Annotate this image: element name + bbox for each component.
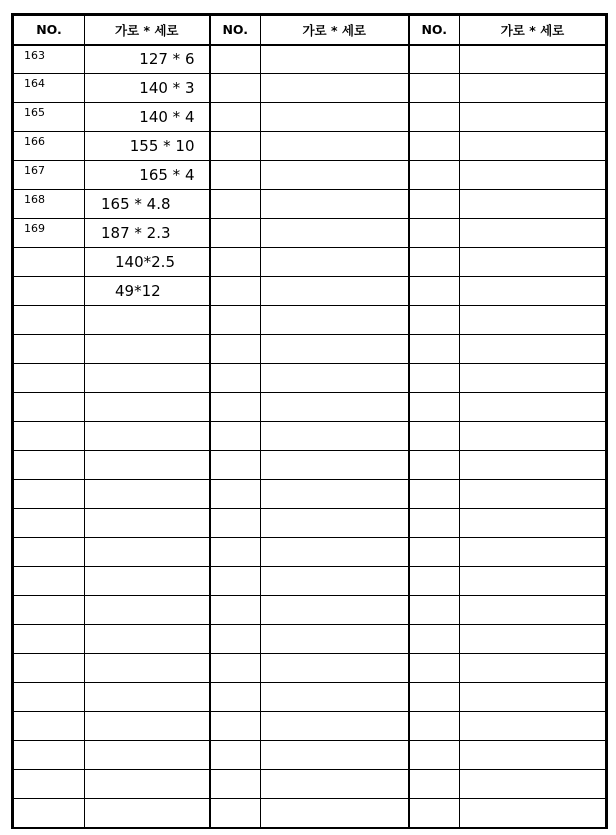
- no-cell: [14, 480, 85, 509]
- dimension-cell: 165 * 4: [85, 161, 210, 190]
- table-row: [14, 625, 606, 654]
- no-cell: [409, 248, 460, 277]
- dimension-cell: [460, 248, 606, 277]
- table-row: [14, 335, 606, 364]
- dimension-cell: 49*12: [85, 277, 210, 306]
- dimension-cell: [460, 306, 606, 335]
- no-cell: [409, 190, 460, 219]
- no-cell: [14, 683, 85, 712]
- no-cell: [210, 161, 261, 190]
- no-cell: 163: [14, 45, 85, 74]
- table-row: [14, 74, 606, 103]
- no-cell: [409, 538, 460, 567]
- table-row: [14, 422, 606, 451]
- no-cell: [409, 364, 460, 393]
- no-cell: [409, 393, 460, 422]
- dimension-cell: [460, 741, 606, 770]
- dimension-cell: [460, 596, 606, 625]
- no-cell: [210, 451, 261, 480]
- no-cell: [210, 538, 261, 567]
- dimension-cell: 187 * 2.3: [85, 219, 210, 248]
- header-no-2: NO.: [210, 16, 261, 45]
- no-cell: [409, 567, 460, 596]
- dimension-cell: [261, 45, 409, 74]
- table-row: [14, 219, 606, 248]
- table-row: [14, 45, 606, 74]
- dimension-cell: [261, 422, 409, 451]
- dimension-cell: [261, 248, 409, 277]
- table-row: [14, 509, 606, 538]
- table-row: [14, 190, 606, 219]
- dimension-cell: [261, 480, 409, 509]
- no-cell: [409, 509, 460, 538]
- no-cell: [409, 480, 460, 509]
- dimension-cell: [460, 654, 606, 683]
- dimension-cell: 127 * 6: [85, 45, 210, 74]
- table-row: [14, 712, 606, 741]
- no-cell: [14, 741, 85, 770]
- no-cell: [14, 509, 85, 538]
- no-cell: [210, 103, 261, 132]
- no-cell: [210, 712, 261, 741]
- no-cell: [210, 219, 261, 248]
- no-cell: [210, 74, 261, 103]
- no-cell: [210, 422, 261, 451]
- no-cell: [409, 712, 460, 741]
- dimension-cell: [261, 625, 409, 654]
- dimension-cell: [85, 654, 210, 683]
- dimension-cell: [261, 364, 409, 393]
- no-cell: [14, 306, 85, 335]
- dimension-cell: [460, 190, 606, 219]
- table-row: [14, 770, 606, 799]
- table-row: [14, 538, 606, 567]
- dimension-cell: [261, 277, 409, 306]
- dimension-cell: [261, 161, 409, 190]
- dimension-cell: [85, 770, 210, 799]
- dimension-cell: [261, 741, 409, 770]
- no-cell: [409, 161, 460, 190]
- dimension-cell: [460, 538, 606, 567]
- dimension-cell: [85, 364, 210, 393]
- dimension-cell: [460, 335, 606, 364]
- dimension-cell: [460, 683, 606, 712]
- table-row: [14, 654, 606, 683]
- dimension-cell: [261, 509, 409, 538]
- dimension-cell: 140 * 3: [85, 74, 210, 103]
- dimension-cell: [460, 799, 606, 828]
- no-cell: [409, 132, 460, 161]
- dimension-cell: [460, 393, 606, 422]
- no-cell: [14, 596, 85, 625]
- no-cell: [409, 683, 460, 712]
- dimension-cell: [85, 683, 210, 712]
- no-cell: [210, 306, 261, 335]
- dimension-cell: [85, 741, 210, 770]
- table-row: [14, 567, 606, 596]
- dimension-cell: [85, 712, 210, 741]
- header-dim-2: 가로 * 세로: [261, 16, 409, 45]
- no-cell: [409, 654, 460, 683]
- dimension-cell: [261, 132, 409, 161]
- dimension-cell: [261, 538, 409, 567]
- dimension-cell: [261, 770, 409, 799]
- dimension-cell: 140*2.5: [85, 248, 210, 277]
- dimension-cell: [85, 509, 210, 538]
- no-cell: [409, 335, 460, 364]
- table-row: [14, 132, 606, 161]
- dimension-cell: [460, 45, 606, 74]
- table-row: [14, 161, 606, 190]
- header-no-1: NO.: [14, 16, 85, 45]
- no-cell: [14, 248, 85, 277]
- dimension-cell: [460, 770, 606, 799]
- no-cell: [14, 277, 85, 306]
- dimension-cell: [261, 190, 409, 219]
- no-cell: 166: [14, 132, 85, 161]
- dimension-cell: [460, 364, 606, 393]
- dimension-cell: [460, 103, 606, 132]
- dimension-cell: [261, 451, 409, 480]
- header-row: [14, 16, 606, 45]
- no-cell: 164: [14, 74, 85, 103]
- dimension-cell: [460, 712, 606, 741]
- table-row: [14, 480, 606, 509]
- no-cell: 167: [14, 161, 85, 190]
- no-cell: [210, 277, 261, 306]
- no-cell: [210, 132, 261, 161]
- no-cell: [409, 741, 460, 770]
- no-cell: [210, 683, 261, 712]
- table-row: [14, 451, 606, 480]
- dimension-cell: [261, 712, 409, 741]
- table-row: [14, 741, 606, 770]
- dimension-cell: [261, 654, 409, 683]
- table-row: [14, 103, 606, 132]
- no-cell: [210, 45, 261, 74]
- no-cell: [210, 335, 261, 364]
- no-cell: [210, 741, 261, 770]
- header-dim-3: 가로 * 세로: [460, 16, 606, 45]
- no-cell: [14, 712, 85, 741]
- dimension-cell: [261, 596, 409, 625]
- dimension-cell: [85, 596, 210, 625]
- dimension-cell: 155 * 10: [85, 132, 210, 161]
- dimension-cell: 165 * 4.8: [85, 190, 210, 219]
- dimension-cell: [85, 451, 210, 480]
- dimension-cell: [85, 480, 210, 509]
- no-cell: [409, 770, 460, 799]
- dimension-cell: [460, 509, 606, 538]
- dimension-cell: [261, 799, 409, 828]
- no-cell: [210, 393, 261, 422]
- table-row: [14, 306, 606, 335]
- no-cell: [409, 596, 460, 625]
- dimension-cell: [85, 538, 210, 567]
- no-cell: [210, 596, 261, 625]
- no-cell: [409, 74, 460, 103]
- dimension-cell: [261, 219, 409, 248]
- dimension-cell: [85, 567, 210, 596]
- no-cell: [409, 625, 460, 654]
- no-cell: [14, 654, 85, 683]
- no-cell: [210, 799, 261, 828]
- table-row: [14, 364, 606, 393]
- dimension-cell: [460, 219, 606, 248]
- no-cell: [409, 219, 460, 248]
- no-cell: [14, 799, 85, 828]
- dimension-cell: [460, 161, 606, 190]
- no-cell: [409, 451, 460, 480]
- dimension-cell: 140 * 4: [85, 103, 210, 132]
- no-cell: [210, 190, 261, 219]
- no-cell: [409, 103, 460, 132]
- no-cell: [409, 45, 460, 74]
- dimension-cell: [460, 451, 606, 480]
- no-cell: 165: [14, 103, 85, 132]
- dimension-sheet: [11, 13, 608, 829]
- no-cell: [409, 799, 460, 828]
- no-cell: [14, 393, 85, 422]
- dimension-cell: [460, 74, 606, 103]
- no-cell: [210, 364, 261, 393]
- dimension-cell: [261, 74, 409, 103]
- table-row: [14, 683, 606, 712]
- table-row: [14, 799, 606, 828]
- no-cell: [14, 567, 85, 596]
- no-cell: [14, 770, 85, 799]
- no-cell: 168: [14, 190, 85, 219]
- dimension-cell: [460, 625, 606, 654]
- no-cell: [14, 625, 85, 654]
- no-cell: 169: [14, 219, 85, 248]
- no-cell: [210, 654, 261, 683]
- dimension-cell: [261, 335, 409, 364]
- no-cell: [210, 625, 261, 654]
- no-cell: [14, 335, 85, 364]
- no-cell: [14, 422, 85, 451]
- dimension-table: [13, 15, 606, 828]
- dimension-cell: [460, 132, 606, 161]
- dimension-cell: [460, 422, 606, 451]
- table-row: [14, 596, 606, 625]
- table-row: [14, 277, 606, 306]
- dimension-cell: [261, 103, 409, 132]
- dimension-cell: [85, 422, 210, 451]
- header-no-3: NO.: [409, 16, 460, 45]
- no-cell: [409, 277, 460, 306]
- no-cell: [409, 422, 460, 451]
- dimension-cell: [85, 306, 210, 335]
- no-cell: [210, 480, 261, 509]
- table-row: [14, 248, 606, 277]
- dimension-cell: [85, 335, 210, 364]
- no-cell: [14, 538, 85, 567]
- dimension-cell: [85, 393, 210, 422]
- dimension-cell: [85, 625, 210, 654]
- dimension-cell: [261, 567, 409, 596]
- no-cell: [409, 306, 460, 335]
- table-row: [14, 393, 606, 422]
- no-cell: [210, 509, 261, 538]
- dimension-cell: [261, 306, 409, 335]
- dimension-cell: [460, 567, 606, 596]
- dimension-cell: [460, 480, 606, 509]
- dimension-cell: [261, 393, 409, 422]
- no-cell: [210, 567, 261, 596]
- dimension-cell: [85, 799, 210, 828]
- dimension-cell: [261, 683, 409, 712]
- no-cell: [14, 364, 85, 393]
- no-cell: [14, 451, 85, 480]
- no-cell: [210, 248, 261, 277]
- header-dim-1: 가로 * 세로: [85, 16, 210, 45]
- no-cell: [210, 770, 261, 799]
- dimension-cell: [460, 277, 606, 306]
